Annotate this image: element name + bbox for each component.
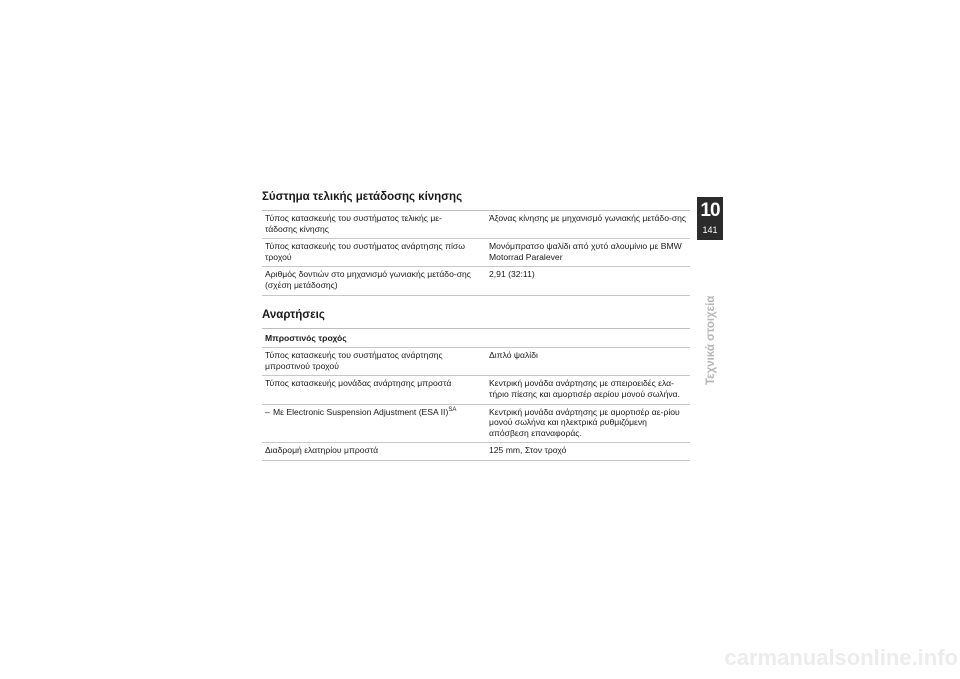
table-row (262, 348, 690, 376)
chapter-side-title: Τεχνικά στοιχεία (705, 295, 717, 385)
table-row (262, 443, 690, 461)
row-value: Διπλό ψαλίδι (483, 348, 690, 376)
row-value: Άξονας κίνησης με μηχανισμό γωνιακής μετάδο-σης (483, 211, 690, 239)
table-row (262, 211, 690, 239)
row-value: 125 mm, Στον τροχό (483, 443, 690, 461)
row-label-option (262, 404, 483, 443)
row-label: Διαδρομή ελατηρίου μπροστά (262, 443, 483, 461)
section-title-suspension: Αναρτήσεις (262, 308, 690, 329)
table-row (262, 376, 690, 404)
chapter-tab (697, 197, 723, 240)
table-row (262, 267, 690, 295)
row-value: Κεντρική μονάδα ανάρτησης με αμορτισέρ αε-ρίου μονού σωλήνα και ηλεκτρικά ρυθμιζόμενη απόσβεση επαναφοράς. (483, 404, 690, 443)
dash-bullet: – (265, 406, 270, 417)
suspension-table (262, 329, 690, 461)
option-label-text: Με Electronic Suspension Adjustment (ESA II) (273, 406, 449, 417)
page-content (262, 190, 690, 461)
table-row (262, 404, 690, 443)
row-label: Τύπος κατασκευής του συστήματος ανάρτησης πίσω τροχού (262, 239, 483, 267)
row-label: Αριθμός δοντιών στο μηχανισμό γωνιακής μετάδο-σης (σχέση μετάδοσης) (262, 267, 483, 295)
row-label: Τύπος κατασκευής του συστήματος ανάρτησης μπροστινού τροχού (262, 348, 483, 376)
row-value: Κεντρική μονάδα ανάρτησης με σπειροειδές ελα-τήριο πίεσης και αμορτισέρ αερίου μονού σωλήνα. (483, 376, 690, 404)
watermark: carmanualsonline.info (724, 645, 958, 670)
row-label: Τύπος κατασκευής μονάδας ανάρτησης μπροστά (262, 376, 483, 404)
page-number: 141 (702, 225, 718, 235)
row-value: Μονόμπρατσο ψαλίδι από χυτό αλουμίνιο με BMW Motorrad Paralever (483, 239, 690, 267)
row-value: 2,91 (32:11) (483, 267, 690, 295)
table-subheading-row (262, 329, 690, 348)
section-title-final-drive: Σύστημα τελικής μετάδοσης κίνησης (262, 190, 690, 211)
chapter-number: 10 (700, 200, 720, 221)
option-label (265, 407, 473, 418)
sa-superscript: SA (448, 406, 457, 413)
final-drive-table (262, 211, 690, 296)
subheading-front-wheel: Μπροστινός τροχός (262, 329, 690, 348)
table-row (262, 239, 690, 267)
row-label: Τύπος κατασκευής του συστήματος τελικής με-τάδοσης κίνησης (262, 211, 483, 239)
